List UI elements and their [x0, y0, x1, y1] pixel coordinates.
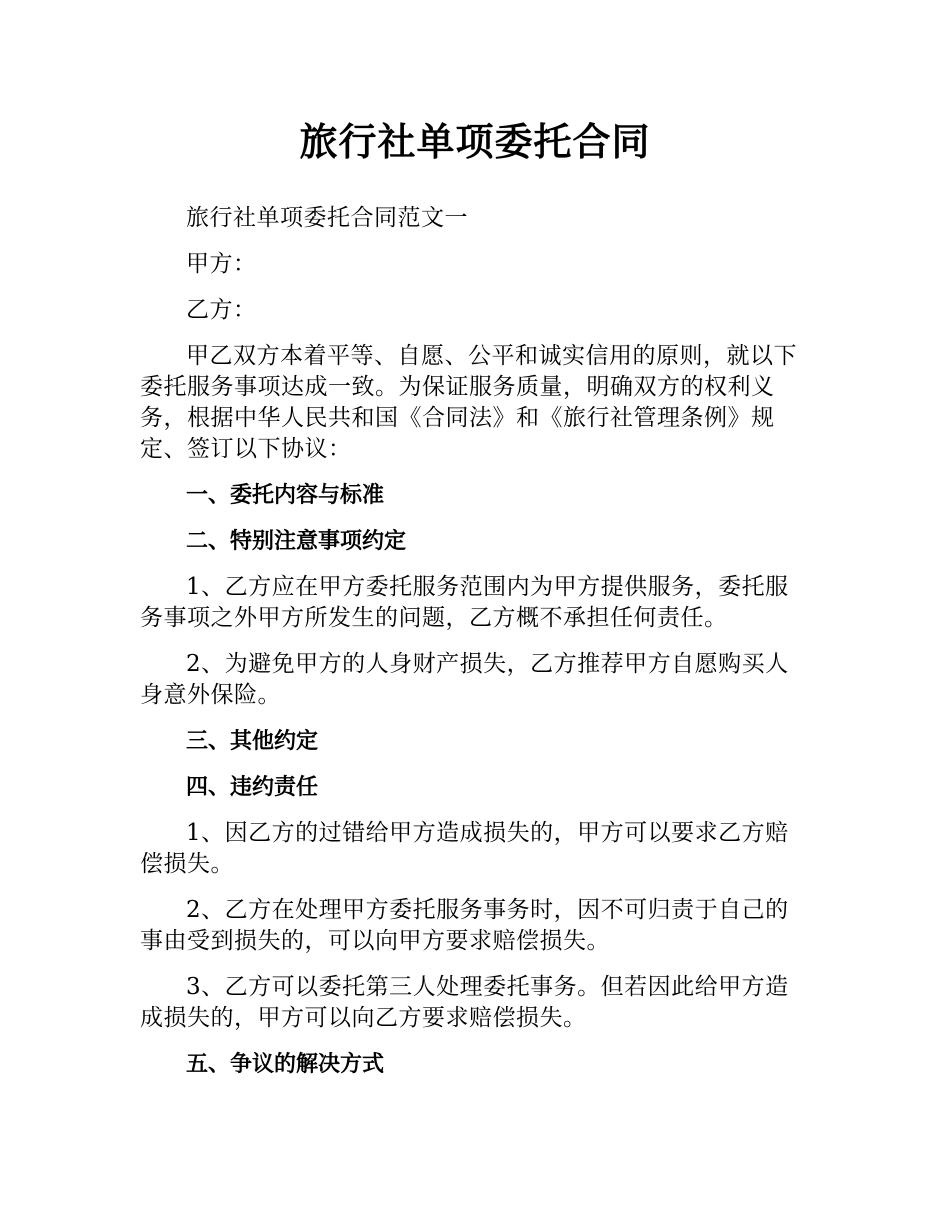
- section-heading-4: 四、违约责任: [186, 775, 319, 800]
- section-heading-5: 五、争议的解决方式: [186, 1052, 385, 1077]
- paragraph-4-3: 3、乙方可以委托第三人处理委托事务。但若因此给甲方造成损失的，甲方可以向乙方要求赔偿损失。: [140, 974, 789, 1031]
- document-title: 旅行社单项委托合同: [299, 120, 651, 164]
- paragraph-2-1: 1、乙方应在甲方委托服务范围内为甲方提供服务，委托服务事项之外甲方所发生的问题，乙方概不承担任何责任。: [140, 574, 789, 631]
- paragraph-4-2: 2、乙方在处理甲方委托服务事务时，因不可归责于自己的事由受到损失的，可以向甲方要求赔偿损失。: [140, 897, 789, 954]
- paragraph-2-2: 2、为避免甲方的人身财产损失，乙方推荐甲方自愿购买人身意外保险。: [140, 651, 789, 708]
- paragraph-party-b: 乙方：: [186, 297, 257, 323]
- paragraph-4-1: 1、因乙方的过错给甲方造成损失的，甲方可以要求乙方赔偿损失。: [140, 820, 789, 877]
- paragraph-preamble: 甲乙双方本着平等、自愿、公平和诚实信用的原则，就以下委托服务事项达成一致。为保证服务质量，明确双方的权利义务，根据中华人民共和国《合同法》和《旅行社管理条例》规定、签订以下协议：: [140, 343, 797, 462]
- section-heading-3: 三、其他约定: [186, 729, 319, 754]
- section-heading-2: 二、特别注意事项约定: [186, 529, 407, 554]
- section-heading-1: 一、委托内容与标准: [186, 483, 385, 508]
- paragraph-subtitle: 旅行社单项委托合同范文一: [186, 205, 468, 231]
- paragraph-party-a: 甲方：: [186, 251, 257, 277]
- document-body: [140, 203, 810, 1095]
